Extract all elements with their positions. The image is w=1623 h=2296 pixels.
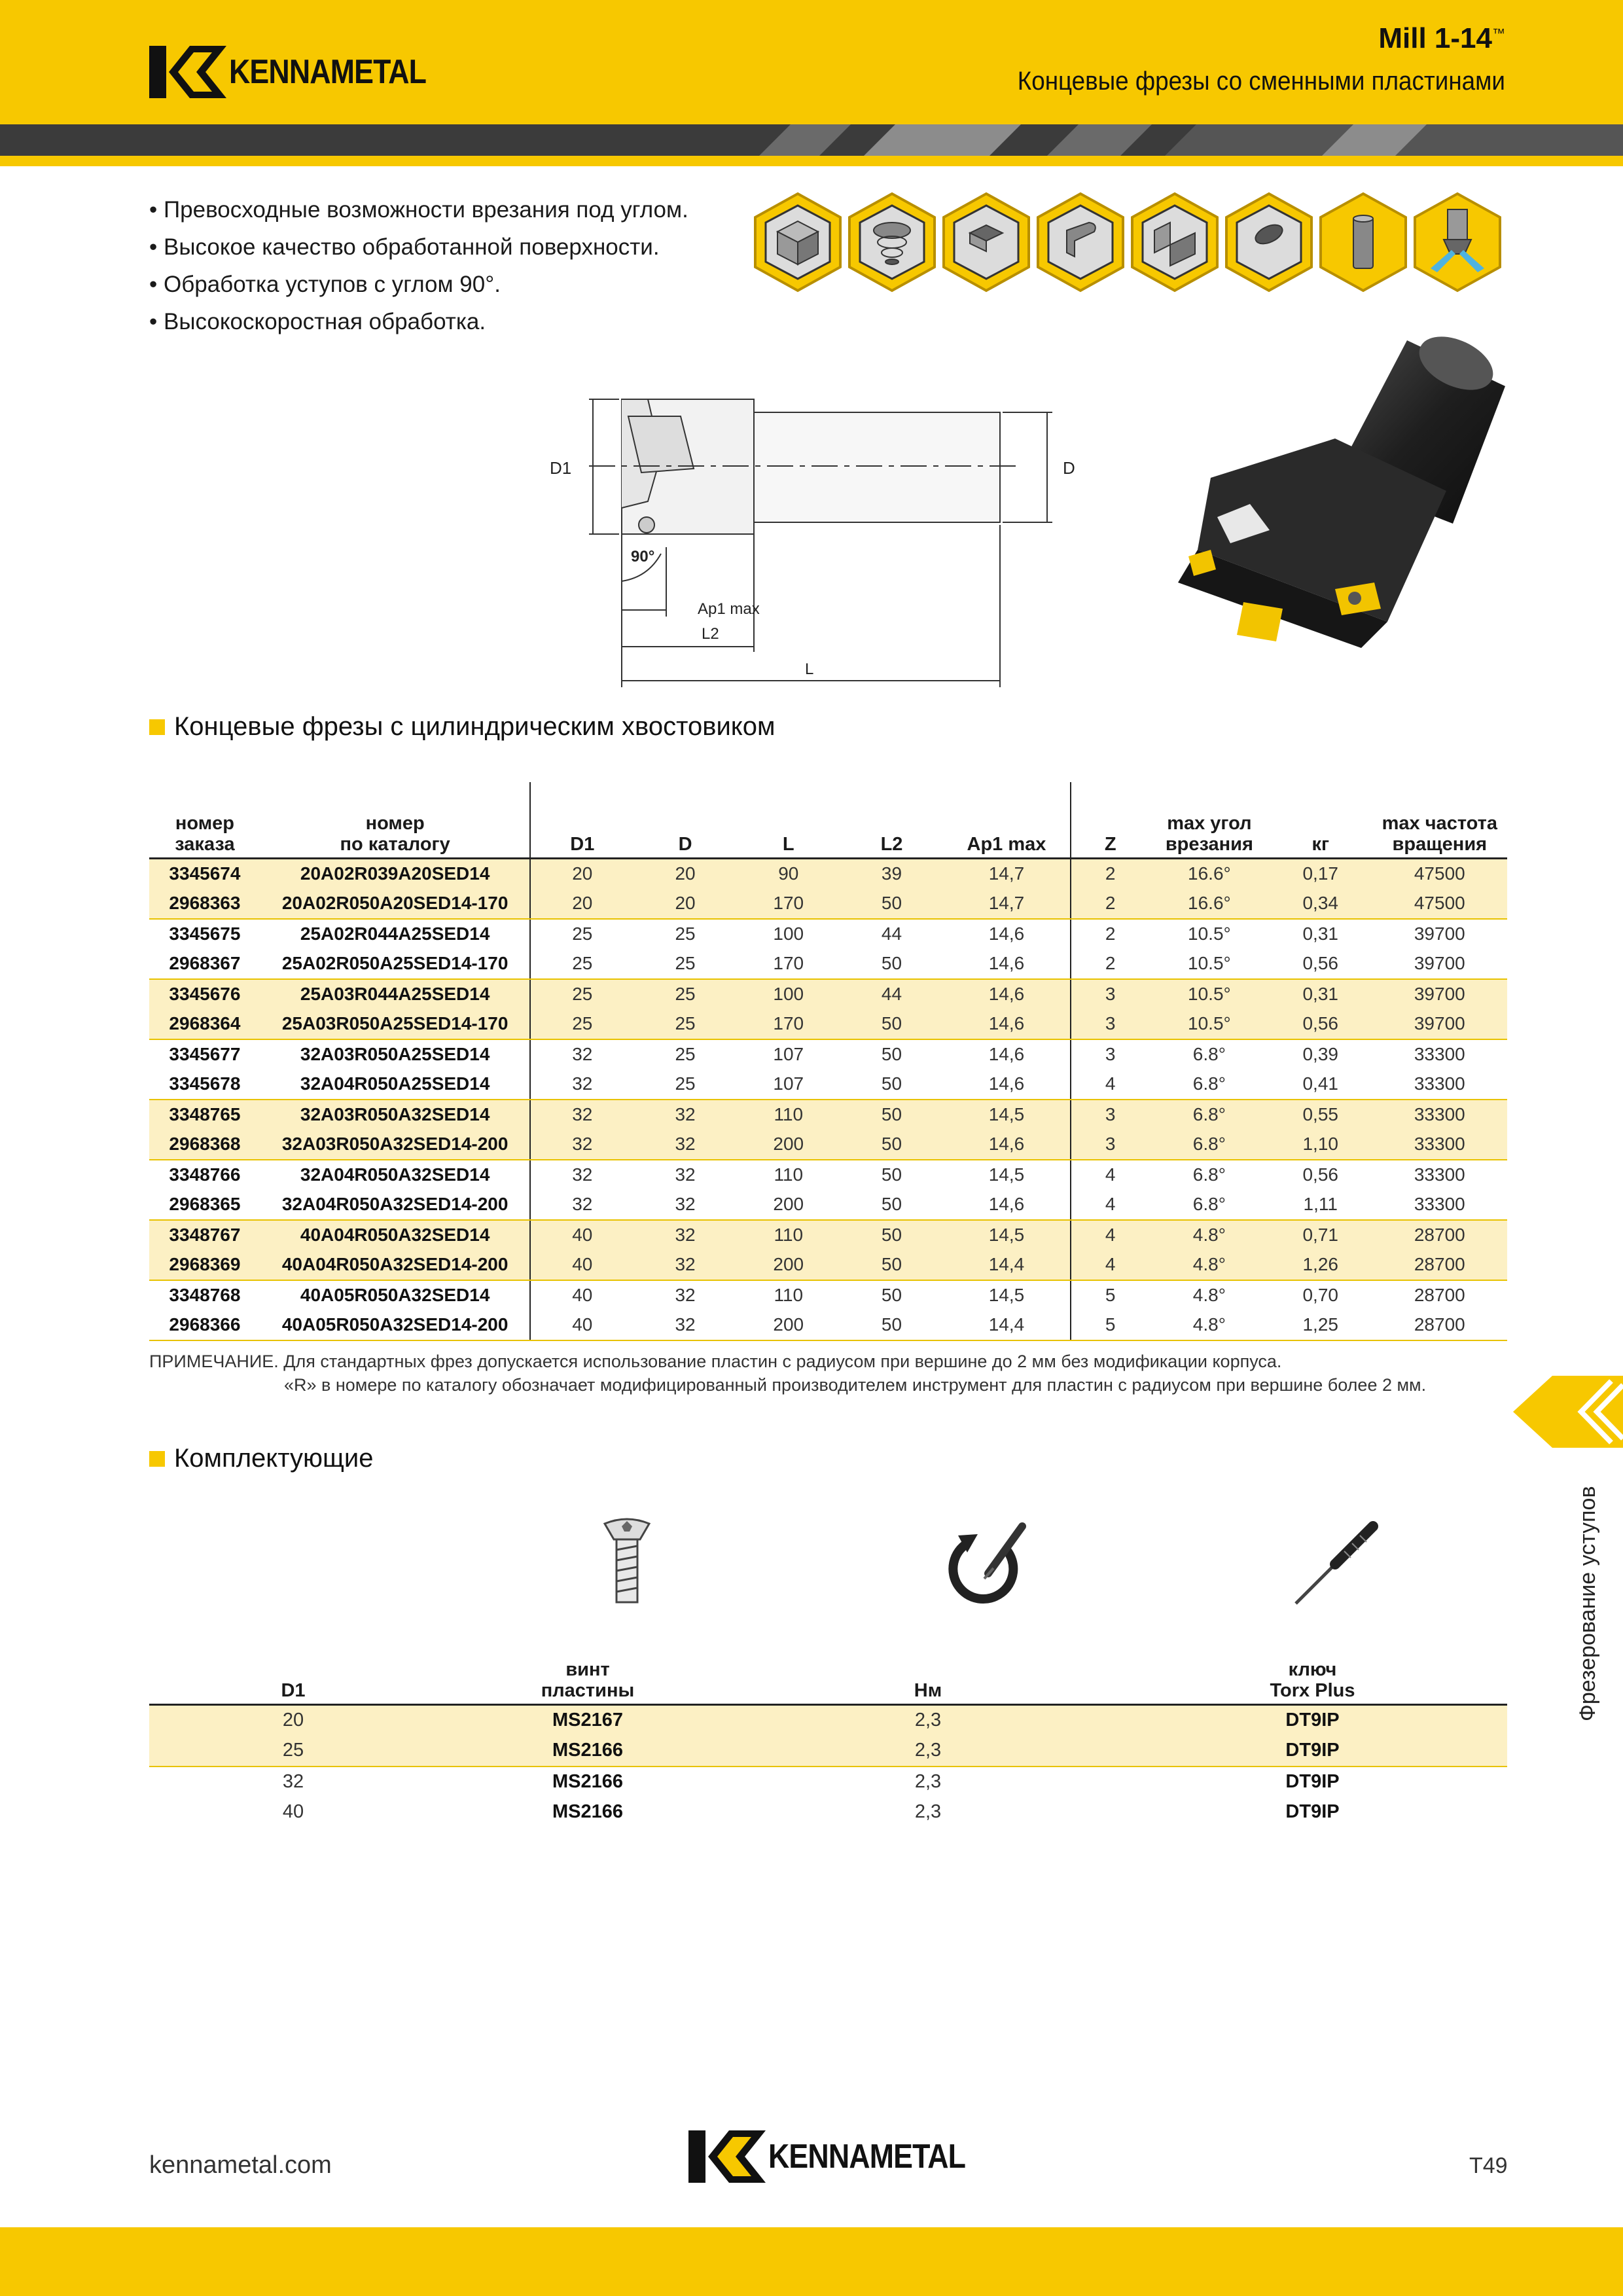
side-tab-marker: [1513, 1376, 1623, 1448]
table-row: [149, 1130, 1507, 1160]
helical-interpolation-icon: [846, 191, 938, 293]
table-cell: 10.5°: [1150, 979, 1269, 1009]
table-cell: 50: [840, 1009, 944, 1039]
table-cell: 50: [840, 1130, 944, 1160]
table-cell: 0,55: [1269, 1100, 1372, 1130]
insert-screw-icon: [601, 1517, 653, 1609]
table-cell: 32: [530, 1190, 633, 1220]
table-cell: 25: [675, 1044, 696, 1064]
table-cell: 50: [840, 1310, 944, 1340]
table-cell: 32: [633, 1220, 737, 1250]
table-cell: 14,6: [943, 1190, 1070, 1220]
table-cell: 32: [633, 1100, 737, 1130]
table-cell: 39700: [1372, 1009, 1507, 1039]
col-weight: кг: [1269, 782, 1372, 858]
col-l2: L2: [840, 782, 944, 858]
table-cell: 50: [840, 1250, 944, 1280]
table-cell: 25: [633, 979, 737, 1009]
operation-icons: [751, 191, 1504, 293]
table-cell: 3: [1071, 1130, 1150, 1160]
table-cell: 39700: [1414, 924, 1465, 944]
pocket-milling-icon: [940, 191, 1033, 293]
table-cell: 32A03R050A32SED14-200: [260, 1130, 531, 1160]
table-cell: 50: [840, 1100, 944, 1130]
table-cell: 32A04R050A25SED14: [260, 1069, 531, 1100]
table-cell: 2,3: [914, 1801, 942, 1822]
accessories-table: [149, 1659, 1507, 1827]
table-cell: 2,3: [738, 1736, 1118, 1767]
table-cell: 33300: [1414, 1044, 1465, 1064]
table-cell: 14,6: [943, 1069, 1070, 1100]
cutter-dimension-drawing: [550, 390, 1075, 698]
table-cell: 25: [530, 949, 633, 979]
table-cell: 25A02R050A25SED14-170: [260, 949, 531, 979]
table-cell: 0,17: [1269, 858, 1372, 889]
table-cell: 14,6: [943, 1009, 1070, 1039]
table-cell: 28700: [1372, 1310, 1507, 1340]
table-cell: 3: [1071, 1009, 1150, 1039]
table-cell: 33300: [1372, 1100, 1507, 1130]
footer-logo: [688, 2130, 997, 2183]
table-cell: 25: [530, 1009, 633, 1039]
page-subtitle: Концевые фрезы со сменными пластинами: [1017, 67, 1505, 96]
stripe-pattern: [0, 124, 1623, 156]
table-cell: 32: [530, 1130, 633, 1160]
feature-item: • Высокое качество обработанной поверхности.: [149, 228, 688, 266]
table-cell: MS2166: [437, 1736, 738, 1767]
table-note: [149, 1350, 1426, 1397]
table-cell: 4.8°: [1150, 1250, 1269, 1280]
dim-ap1-label: Ap1 max: [698, 600, 760, 618]
table-cell: 1,11: [1269, 1190, 1372, 1220]
table-cell: 20: [633, 889, 737, 919]
table-cell: 0,31: [1302, 924, 1338, 944]
table-cell: 3348765: [149, 1100, 260, 1130]
table-row: [149, 1310, 1507, 1340]
table-cell: 3345677: [169, 1044, 241, 1064]
table-cell: 40A05R050A32SED14: [300, 1285, 490, 1305]
col-d: D: [633, 782, 737, 858]
table-cell: 3: [1071, 979, 1150, 1009]
table-cell: 25A03R050A25SED14-170: [260, 1009, 531, 1039]
table-cell: 14,5: [943, 1100, 1070, 1130]
table-cell: 200: [737, 1310, 840, 1340]
table-cell: 110: [774, 1164, 804, 1185]
table-cell: 2968369: [149, 1250, 260, 1280]
table-cell: 1,25: [1269, 1310, 1372, 1340]
table-cell: 6.8°: [1150, 1130, 1269, 1160]
table-cell: 33300: [1372, 1069, 1507, 1100]
table-cell: 40: [282, 1801, 304, 1822]
yellow-square-icon: [149, 719, 165, 735]
table-cell: 4: [1071, 1160, 1150, 1190]
table-cell: 4: [1071, 1250, 1150, 1280]
table-cell: 25A02R044A25SED14: [300, 924, 490, 944]
col-d1: D1: [530, 782, 633, 858]
table-cell: 10.5°: [1150, 1009, 1269, 1039]
table-cell: 110: [774, 1285, 804, 1305]
table-row: [149, 1280, 1507, 1310]
table-cell: 39: [840, 858, 944, 889]
note-line-1: ПРИМЕЧАНИЕ. Для стандартных фрез допускается использование пластин с радиусом при вершине до 2 мм без модификации корпуса.: [149, 1352, 1282, 1371]
table-cell: 14,5: [988, 1164, 1025, 1185]
table-cell: 33300: [1414, 1164, 1465, 1185]
table-cell: 28700: [1414, 1285, 1465, 1305]
table-row: [149, 1767, 1507, 1797]
table-row: [149, 1797, 1507, 1827]
col-l: L: [737, 782, 840, 858]
table-cell: 0,71: [1269, 1220, 1372, 1250]
table-cell: 3: [1071, 1100, 1150, 1130]
table-cell: 20: [530, 858, 633, 889]
feature-list: [149, 191, 688, 340]
table-cell: 14,7: [943, 858, 1070, 889]
table-cell: 32: [675, 1285, 696, 1305]
table-cell: 3345678: [149, 1069, 260, 1100]
table-cell: 14,6: [943, 979, 1070, 1009]
table-cell: 170: [737, 949, 840, 979]
cutter-product-image: [1139, 334, 1518, 661]
table-cell: 47500: [1372, 858, 1507, 889]
torx-key-icon: [1289, 1517, 1381, 1609]
table-cell: 20: [633, 858, 737, 889]
table-cell: 40A04R050A32SED14-200: [260, 1250, 531, 1280]
note-line-2: «R» в номере по каталогу обозначает модифицированный производителем инструмент для пластин с радиусом при вершине более 2 мм.: [284, 1375, 1427, 1395]
table-row: [149, 858, 1507, 889]
table-cell: 32: [530, 1160, 633, 1190]
table-cell: 3345675: [169, 924, 241, 944]
table-cell: 33300: [1372, 1190, 1507, 1220]
table-cell: DT9IP: [1285, 1801, 1340, 1822]
table-row: [149, 1069, 1507, 1100]
table-cell: 3345674: [149, 858, 260, 889]
table-cell: 28700: [1372, 1220, 1507, 1250]
table-cell: 40A04R050A32SED14: [260, 1220, 531, 1250]
table-cell: 14,6: [943, 949, 1070, 979]
table-row: [149, 1220, 1507, 1250]
table-row: [149, 1190, 1507, 1220]
table-cell: 4.8°: [1150, 1220, 1269, 1250]
table-cell: 2: [1071, 889, 1150, 919]
table-row: [149, 1160, 1507, 1190]
table-cell: 44: [881, 924, 902, 944]
table-row: [149, 889, 1507, 919]
table-cell: DT9IP: [1118, 1704, 1507, 1736]
table-cell: 0,39: [1302, 1044, 1338, 1064]
table-cell: 32: [530, 1039, 633, 1069]
col-z: Z: [1071, 782, 1150, 858]
table-cell: 14,6: [988, 1044, 1025, 1064]
cylindrical-shank-icon: [1317, 191, 1410, 293]
table-cell: 6.8°: [1192, 1164, 1226, 1185]
table-cell: 2: [1071, 949, 1150, 979]
table-cell: 25: [675, 924, 696, 944]
table-cell: 2,3: [738, 1704, 1118, 1736]
table-cell: 20A02R039A20SED14: [260, 858, 531, 889]
table-cell: 32: [633, 1130, 737, 1160]
table-cell: 2968364: [149, 1009, 260, 1039]
col-ap1max: Ap1 max: [943, 782, 1070, 858]
logo-wordmark: KENNAMETAL: [768, 2138, 966, 2176]
table-row: [149, 919, 1507, 949]
table-cell: 3348766: [169, 1164, 241, 1185]
table-cell: 50: [840, 1220, 944, 1250]
table-cell: 32: [282, 1771, 304, 1792]
table-cell: 6.8°: [1150, 1100, 1269, 1130]
side-tab-label: [1567, 1453, 1607, 1728]
accessories-table-body: [149, 1704, 1507, 1827]
table-cell: 32A03R050A25SED14: [300, 1044, 490, 1064]
header-underline: [0, 156, 1623, 166]
footer-bar: [0, 2227, 1623, 2296]
table-cell: 4: [1071, 1190, 1150, 1220]
cutters-table: [149, 782, 1507, 1341]
table-cell: 2: [1071, 919, 1150, 949]
table-cell: 50: [840, 1069, 944, 1100]
table-cell: 25: [530, 919, 633, 949]
table-row: [149, 1039, 1507, 1069]
table-cell: 1,26: [1269, 1250, 1372, 1280]
dim-d1-label: D1: [550, 458, 572, 478]
table-cell: 110: [737, 1100, 840, 1130]
page-number: T49: [1469, 2153, 1508, 2178]
table-cell: 32A03R050A32SED14: [260, 1100, 531, 1130]
table-row: [149, 1704, 1507, 1736]
table-cell: 25: [149, 1736, 437, 1767]
plunge-milling-icon: [1222, 191, 1315, 293]
svg-text:Фрезерование уступов: Фрезерование уступов: [1575, 1486, 1600, 1721]
table-cell: 32A04R050A32SED14: [300, 1164, 490, 1185]
table-cell: 25: [633, 1069, 737, 1100]
col-order-number: номер заказа: [149, 782, 260, 858]
table-cell: 3345676: [149, 979, 260, 1009]
dim-d-label: D: [1063, 458, 1075, 478]
table-cell: 14,6: [988, 924, 1025, 944]
acc-col-d1: D1: [149, 1659, 437, 1704]
table-cell: 14,5: [988, 1285, 1025, 1305]
table-cell: 40: [530, 1250, 633, 1280]
table-cell: 50: [840, 949, 944, 979]
table-cell: 5: [1071, 1310, 1150, 1340]
table-cell: 0,41: [1269, 1069, 1372, 1100]
col-catalog-number: номер по каталогу: [260, 782, 531, 858]
table-cell: 40: [530, 1310, 633, 1340]
face-milling-icon: [751, 191, 844, 293]
table-cell: 0,34: [1269, 889, 1372, 919]
cutters-table-body: [149, 858, 1507, 1340]
feature-item: • Обработка уступов с углом 90°.: [149, 266, 688, 303]
table-cell: 25: [530, 979, 633, 1009]
table-cell: 16.6°: [1150, 858, 1269, 889]
table-cell: 10.5°: [1150, 949, 1269, 979]
table-cell: 3348768: [169, 1285, 241, 1305]
table-cell: 2968365: [149, 1190, 260, 1220]
table-cell: 0,70: [1302, 1285, 1338, 1305]
table-cell: 40: [530, 1220, 633, 1250]
table-row: [149, 949, 1507, 979]
table-cell: 6.8°: [1192, 1044, 1226, 1064]
table-cell: DT9IP: [1118, 1736, 1507, 1767]
dim-angle-label: 90°: [631, 548, 655, 565]
table-cell: 14,4: [943, 1310, 1070, 1340]
table-cell: 6.8°: [1150, 1190, 1269, 1220]
table-cell: 5: [1071, 1280, 1150, 1310]
table-cell: 14,5: [943, 1220, 1070, 1250]
table-cell: 47500: [1372, 889, 1507, 919]
header-stripe: [0, 124, 1623, 156]
table-cell: 20: [530, 889, 633, 919]
table-cell: 100: [737, 979, 840, 1009]
dim-l-label: L: [805, 660, 814, 678]
table-cell: 0,56: [1302, 1164, 1338, 1185]
table-cell: 50: [840, 1190, 944, 1220]
kennametal-k-icon: [149, 46, 226, 98]
table-cell: 200: [737, 1190, 840, 1220]
table-cell: 0,31: [1269, 979, 1372, 1009]
table-cell: 2968367: [149, 949, 260, 979]
table-cell: 32: [530, 1069, 633, 1100]
table-cell: 2968368: [149, 1130, 260, 1160]
through-coolant-icon: [1411, 191, 1504, 293]
table-row: [149, 1250, 1507, 1280]
table-cell: 32A04R050A32SED14-200: [260, 1190, 531, 1220]
table-cell: 32: [530, 1100, 633, 1130]
table-cell: 107: [773, 1044, 804, 1064]
table-cell: 10.5°: [1188, 924, 1231, 944]
table-cell: 2968366: [149, 1310, 260, 1340]
torque-wrench-icon: [941, 1517, 1033, 1609]
table-cell: 3: [1071, 1039, 1150, 1069]
table-row: [149, 1009, 1507, 1039]
table-cell: 50: [881, 1164, 902, 1185]
table-cell: 2: [1071, 858, 1150, 889]
table-cell: 14,7: [943, 889, 1070, 919]
table-cell: 32: [633, 1190, 737, 1220]
table-cell: 50: [881, 1044, 902, 1064]
table-cell: 4: [1071, 1069, 1150, 1100]
table-cell: 170: [737, 1009, 840, 1039]
table-cell: 20A02R050A20SED14-170: [260, 889, 531, 919]
table-row: [149, 979, 1507, 1009]
acc-col-screw: винт пластины: [437, 1659, 738, 1704]
table-cell: 25: [633, 1009, 737, 1039]
yellow-square-icon: [149, 1451, 165, 1467]
table-cell: 16.6°: [1150, 889, 1269, 919]
table-cell: 4.8°: [1192, 1285, 1226, 1305]
table-cell: 25: [633, 949, 737, 979]
table-cell: 0,56: [1269, 1009, 1372, 1039]
table-cell: 20: [149, 1704, 437, 1736]
feature-item: • Высокоскоростная обработка.: [149, 303, 688, 340]
table-cell: MS2166: [552, 1801, 623, 1822]
table-cell: 4: [1071, 1220, 1150, 1250]
acc-col-key: ключ Torx Plus: [1118, 1659, 1507, 1704]
table-cell: 39700: [1372, 949, 1507, 979]
table-cell: 33300: [1372, 1130, 1507, 1160]
slot-milling-icon: [1034, 191, 1127, 293]
table-cell: 200: [737, 1250, 840, 1280]
table-cell: 25A03R044A25SED14: [260, 979, 531, 1009]
col-max-ramp-angle: max угол врезания: [1150, 782, 1269, 858]
table-cell: 4.8°: [1150, 1310, 1269, 1340]
table-cell: DT9IP: [1285, 1771, 1340, 1792]
section-title-cylindrical: Концевые фрезы с цилиндрическим хвостовиком: [149, 712, 776, 742]
table-cell: 50: [881, 1285, 902, 1305]
table-cell: 2968363: [149, 889, 260, 919]
table-cell: 39700: [1372, 979, 1507, 1009]
table-cell: 14,6: [943, 1130, 1070, 1160]
page-title: Mill 1-14™: [1378, 22, 1505, 54]
table-cell: 14,4: [943, 1250, 1070, 1280]
table-row: [149, 1100, 1507, 1130]
table-cell: 1,10: [1269, 1130, 1372, 1160]
dim-l2-label: L2: [702, 625, 719, 643]
table-cell: MS2166: [552, 1771, 623, 1792]
shoulder-milling-icon: [1128, 191, 1221, 293]
table-cell: 100: [773, 924, 804, 944]
table-cell: 40A05R050A32SED14-200: [260, 1310, 531, 1340]
table-cell: 44: [840, 979, 944, 1009]
feature-item: • Превосходные возможности врезания под углом.: [149, 191, 688, 228]
logo-wordmark: KENNAMETAL: [229, 53, 427, 91]
kennametal-logo[interactable]: [149, 46, 458, 98]
table-cell: 28700: [1372, 1250, 1507, 1280]
table-row: [149, 1736, 1507, 1767]
table-cell: 0,56: [1269, 949, 1372, 979]
table-cell: 6.8°: [1150, 1069, 1269, 1100]
table-cell: 50: [840, 889, 944, 919]
table-cell: 107: [737, 1069, 840, 1100]
table-cell: 32: [633, 1250, 737, 1280]
table-cell: 32: [633, 1310, 737, 1340]
col-max-rpm: max частота вращения: [1372, 782, 1507, 858]
table-cell: MS2167: [437, 1704, 738, 1736]
table-cell: 40: [530, 1280, 633, 1310]
table-cell: 3348767: [149, 1220, 260, 1250]
footer-url[interactable]: kennametal.com: [149, 2151, 332, 2179]
table-cell: 110: [737, 1220, 840, 1250]
kennametal-k-icon: [688, 2130, 766, 2183]
acc-col-torque: Нм: [738, 1659, 1118, 1704]
section-title-accessories: Комплектующие: [149, 1444, 374, 1473]
table-cell: 32: [675, 1164, 696, 1185]
table-cell: 200: [737, 1130, 840, 1160]
table-cell: 170: [737, 889, 840, 919]
table-cell: 2,3: [914, 1771, 942, 1792]
table-cell: 90: [737, 858, 840, 889]
